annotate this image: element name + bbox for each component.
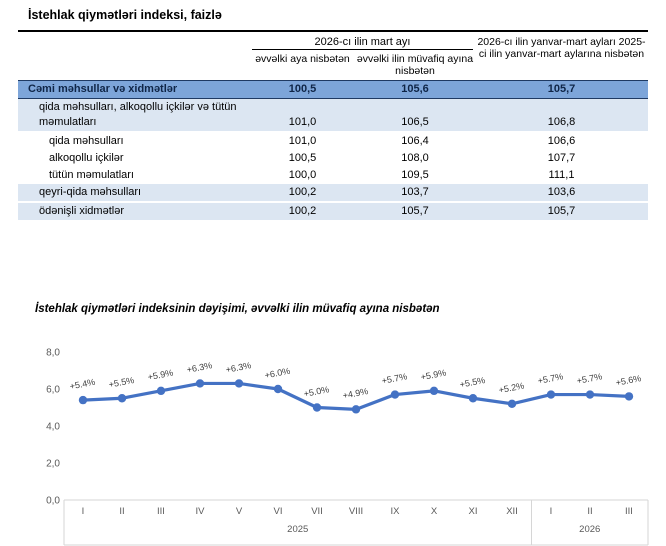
svg-text:+5.7%: +5.7% bbox=[380, 371, 409, 386]
row-value: 100,0 bbox=[288, 169, 317, 181]
row-label: ödənişli xidmətlər bbox=[39, 205, 124, 217]
table-row bbox=[18, 150, 648, 167]
svg-text:III: III bbox=[625, 506, 633, 517]
column-group-header: 2026-cı ilin mart ayı bbox=[252, 34, 473, 50]
svg-text:VII: VII bbox=[311, 506, 323, 517]
row-value: 100,2 bbox=[288, 186, 317, 198]
row-value: 106,8 bbox=[547, 116, 576, 128]
cpi-table bbox=[18, 34, 648, 222]
row-label: Cəmi məhsullar və xidmətlər bbox=[28, 83, 178, 95]
chart-title: İstehlak qiymətləri indeksinin dəyişimi, əvvəlki ilin müvafiq ayına nisbətən bbox=[35, 303, 440, 315]
row-value: 100,2 bbox=[288, 205, 317, 217]
row-value: 105,7 bbox=[547, 83, 576, 95]
row-value: 106,4 bbox=[401, 135, 429, 147]
svg-text:+6.3%: +6.3% bbox=[185, 360, 214, 375]
cpi-line-chart bbox=[0, 290, 666, 546]
row-value: 103,6 bbox=[547, 186, 576, 198]
svg-text:II: II bbox=[587, 506, 593, 517]
svg-text:4,0: 4,0 bbox=[46, 421, 60, 433]
row-value: 103,7 bbox=[401, 186, 429, 198]
row-label: qida məhsulları bbox=[49, 135, 124, 147]
row-value: 101,0 bbox=[288, 135, 317, 147]
row-value: 109,5 bbox=[401, 169, 429, 181]
svg-text:VIII: VIII bbox=[348, 506, 364, 517]
table-row bbox=[18, 167, 648, 184]
row-value: 106,5 bbox=[401, 116, 429, 128]
row-value: 100,5 bbox=[288, 152, 317, 164]
row-label: alkoqollu içkilər bbox=[49, 152, 124, 164]
table-header bbox=[18, 34, 648, 80]
svg-text:+5.9%: +5.9% bbox=[419, 367, 448, 383]
column-header-prev-month: əvvəlki aya nisbətən bbox=[255, 53, 350, 65]
row-value: 111,1 bbox=[548, 169, 575, 181]
row-value: 100,5 bbox=[288, 83, 317, 95]
svg-text:+6.3%: +6.3% bbox=[224, 360, 253, 375]
svg-text:VI: VI bbox=[273, 506, 283, 517]
table-row bbox=[18, 133, 648, 150]
x-axis-labels bbox=[82, 506, 633, 517]
svg-text:XI: XI bbox=[468, 506, 478, 517]
svg-text:I: I bbox=[549, 506, 553, 517]
svg-text:6,0: 6,0 bbox=[46, 384, 60, 396]
year-labels bbox=[287, 524, 600, 535]
row-label: qeyri-qida məhsulları bbox=[39, 186, 142, 198]
column-header-jan-mar: 2026-cı ilin yanvar-mart ayları 2025-ci ilin yanvar-mart aylarına nisbətən bbox=[477, 36, 646, 60]
svg-text:+5.0%: +5.0% bbox=[302, 384, 331, 399]
svg-text:2025: 2025 bbox=[287, 524, 309, 535]
table-row bbox=[18, 203, 648, 222]
column-group bbox=[250, 34, 475, 80]
svg-text:V: V bbox=[235, 506, 243, 517]
svg-text:2026: 2026 bbox=[579, 524, 601, 535]
svg-text:X: X bbox=[430, 506, 438, 517]
row-value: 105,7 bbox=[401, 205, 429, 217]
svg-text:II: II bbox=[119, 506, 125, 517]
svg-text:XII: XII bbox=[506, 506, 518, 517]
svg-text:+4.9%: +4.9% bbox=[341, 386, 370, 401]
svg-text:IX: IX bbox=[390, 506, 400, 517]
svg-text:+5.7%: +5.7% bbox=[575, 371, 604, 386]
column-group-subheaders bbox=[250, 50, 475, 80]
row-value: 106,6 bbox=[547, 135, 576, 147]
svg-text:+5.5%: +5.5% bbox=[107, 374, 136, 390]
svg-text:+5.7%: +5.7% bbox=[536, 371, 565, 386]
row-value: 105,7 bbox=[547, 205, 576, 217]
row-value: 108,0 bbox=[401, 152, 429, 164]
table-title: İstehlak qiymətləri indeksi, faizlə bbox=[28, 8, 222, 22]
title-rule bbox=[18, 30, 648, 32]
row-label: qida məhsulları, alkoqollu içkilər və tütün məmulatları bbox=[39, 101, 237, 128]
table-body bbox=[18, 80, 648, 222]
row-value: 101,0 bbox=[288, 116, 317, 128]
svg-text:I: I bbox=[81, 506, 85, 517]
svg-text:+5.4%: +5.4% bbox=[68, 376, 97, 392]
svg-text:+5.6%: +5.6% bbox=[614, 373, 643, 388]
svg-text:2,0: 2,0 bbox=[46, 458, 60, 470]
svg-text:IV: IV bbox=[195, 506, 205, 517]
table-row bbox=[18, 99, 648, 133]
svg-text:+6.0%: +6.0% bbox=[263, 365, 292, 381]
svg-text:+5.9%: +5.9% bbox=[146, 367, 175, 383]
table-row bbox=[18, 80, 648, 99]
svg-text:+5.2%: +5.2% bbox=[497, 380, 526, 396]
row-label: tütün məmulatları bbox=[49, 169, 134, 181]
column-header-prev-year-month: əvvəlki ilin müvafiq ayına nisbətən bbox=[356, 53, 474, 77]
svg-text:8,0: 8,0 bbox=[46, 347, 60, 359]
y-axis-labels bbox=[46, 348, 60, 507]
svg-text:III: III bbox=[157, 506, 165, 517]
table-row bbox=[18, 184, 648, 203]
row-value: 105,6 bbox=[401, 83, 429, 95]
svg-text:0,0: 0,0 bbox=[46, 495, 60, 507]
row-value: 107,7 bbox=[547, 152, 576, 164]
svg-text:+5.5%: +5.5% bbox=[458, 374, 487, 390]
